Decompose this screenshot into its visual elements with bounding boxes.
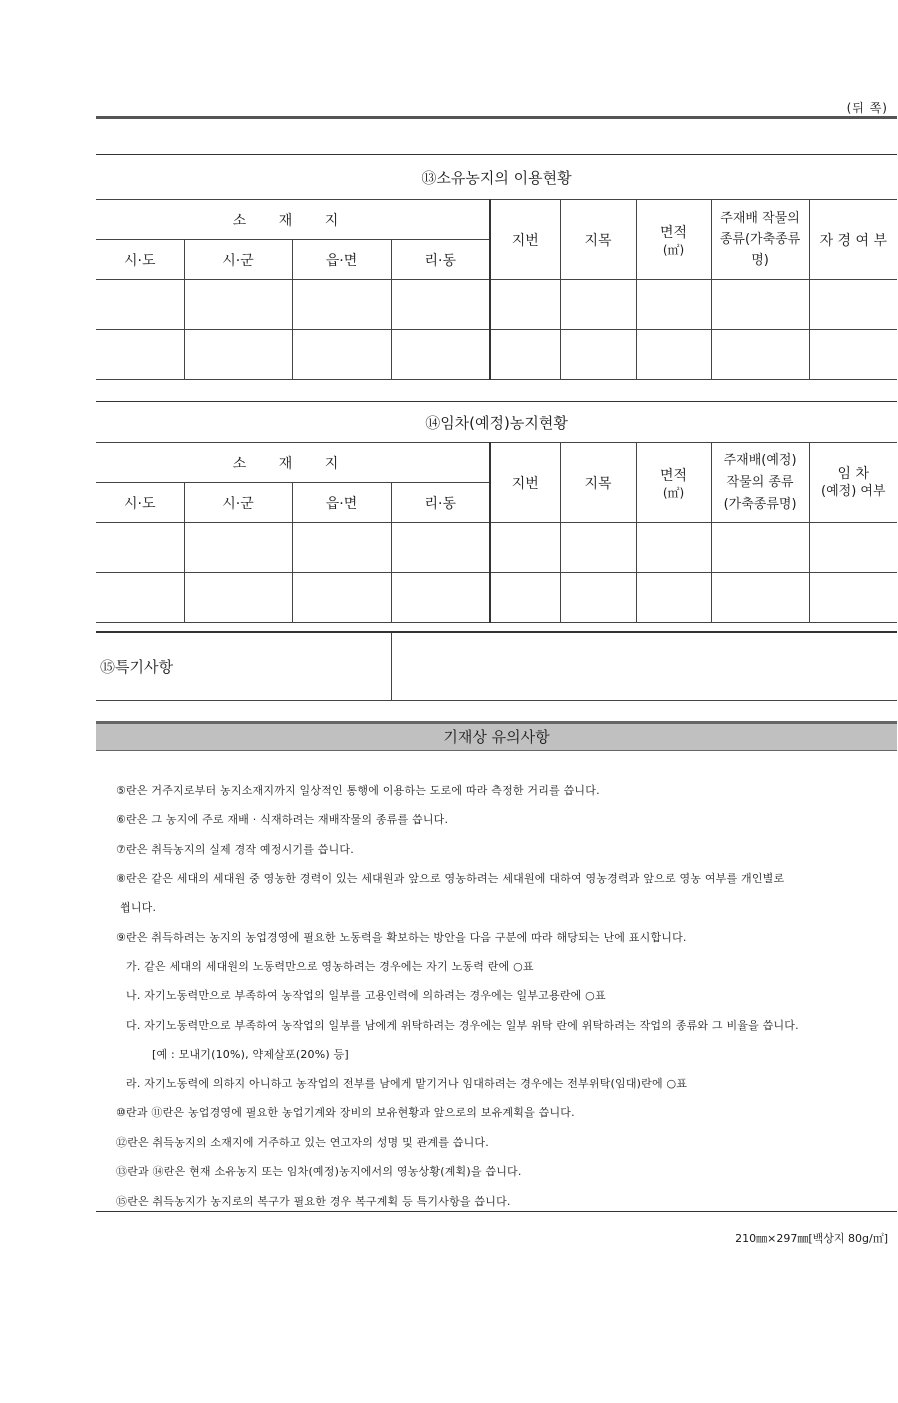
table-cell[interactable] [292,280,391,330]
self-cultivation-header: 자 경 여 부 [809,200,897,280]
section14-title: ⑭임차(예정)농지현황 [425,414,568,432]
table-cell[interactable] [292,573,391,623]
jibun-header: 지번 [490,443,560,523]
note-line: ⑩란과 ⑪란은 농업경영에 필요한 농업기계와 장비의 보유현황과 앞으로의 보유계획을 씁니다. [116,1106,575,1119]
back-side-label: (뒤 쪽) [846,101,888,115]
area-header: 면적 (㎡) [636,443,711,523]
sigun-header: 시·군 [184,483,292,523]
top-rule [96,116,897,119]
table-cell[interactable] [490,280,560,330]
note-line: ⑬란과 ⑭란은 현재 소유농지 또는 임차(예정)농지에서의 영농상황(계획)을 씁니다. [116,1165,522,1178]
owned-farmland-table [96,199,897,380]
note-line: 쓉니다. [120,901,157,914]
table-cell[interactable] [96,330,184,380]
table-cell[interactable] [490,523,560,573]
eupmyeon-header: 읍·면 [292,483,391,523]
lease-status-header: 임 차 (예정) 여부 [809,443,897,523]
table-cell[interactable] [490,330,560,380]
table-cell[interactable] [560,330,636,380]
ridong-header: 리·동 [391,483,490,523]
note-line: 라. 자기노동력에 의하지 아니하고 농작업의 전부를 남에게 맡기거나 임대하려는 경우에는 전부위탁(임대)란에 ○표 [126,1077,688,1090]
special-notes-table [96,631,897,701]
table-cell[interactable] [809,573,897,623]
eupmyeon-header: 읍·면 [292,240,391,280]
sido-header: 시·도 [96,483,184,523]
location-header: 소 재 지 [96,200,490,240]
table-cell[interactable] [636,330,711,380]
note-line: ⑦란은 취득농지의 실제 경작 예정시기를 씁니다. [116,843,354,856]
table-cell[interactable] [560,280,636,330]
table-cell[interactable] [391,330,490,380]
table-cell[interactable] [560,573,636,623]
section13-title: ⑬소유농지의 이용현황 [421,169,572,187]
table-cell[interactable] [292,330,391,380]
note-line: 다. 자기노동력만으로 부족하여 농작업의 일부를 남에게 위탁하려는 경우에는 일부 위탁 란에 위탁하려는 작업의 종류와 그 비율을 씁니다. [126,1019,799,1032]
table-cell[interactable] [184,330,292,380]
jimok-header: 지목 [560,443,636,523]
table-cell[interactable] [490,573,560,623]
special-notes-label: ⑮특기사항 [96,632,391,700]
table-cell[interactable] [184,523,292,573]
note-line: ⑫란은 취득농지의 소재지에 거주하고 있는 연고자의 성명 및 관계를 씁니다. [116,1136,489,1149]
table-cell[interactable] [292,523,391,573]
table-cell[interactable] [391,280,490,330]
table-cell[interactable] [391,523,490,573]
table-cell[interactable] [809,280,897,330]
table-cell[interactable] [636,523,711,573]
ridong-header: 리·동 [391,240,490,280]
table-cell[interactable] [391,573,490,623]
table-cell[interactable] [184,573,292,623]
crop-header: 주재배 작물의 종류(가축종류 명) [711,200,809,280]
crop-header: 주재배(예정) 작물의 종류 (가축종류명) [711,443,809,523]
paper-size-label: 210㎜×297㎜[백상지 80g/㎡] [735,1232,888,1245]
sido-header: 시·도 [96,240,184,280]
table-cell[interactable] [560,523,636,573]
table-cell[interactable] [96,573,184,623]
table-cell[interactable] [96,523,184,573]
note-line: ⑨란은 취득하려는 농지의 농업경영에 필요한 노동력을 확보하는 방안을 다음 구분에 따라 해당되는 난에 표시합니다. [116,931,687,944]
note-line: 가. 같은 세대의 세대원의 노동력만으로 영농하려는 경우에는 자기 노동력 란에 ○표 [126,960,534,973]
table-cell[interactable] [711,280,809,330]
leased-farmland-table [96,442,897,623]
table-cell[interactable] [809,523,897,573]
table-cell[interactable] [711,573,809,623]
notes-title: 기재상 유의사항 [96,721,897,751]
table-cell[interactable] [809,330,897,380]
bottom-rule [96,1211,897,1212]
note-line: ⑧란은 같은 세대의 세대원 중 영농한 경력이 있는 세대원과 앞으로 영농하려는 세대원에 대하여 영농경력과 앞으로 영농 여부를 개인별로 [116,872,785,885]
table-cell[interactable] [96,280,184,330]
table-row [96,573,897,623]
note-line: ⑮란은 취득농지가 농지로의 복구가 필요한 경우 복구계획 등 특기사항을 씁니다. [116,1195,511,1208]
table-cell[interactable] [636,573,711,623]
note-line: [예 : 모내기(10%), 약제살포(20%) 등] [152,1048,349,1061]
note-line: 나. 자기노동력만으로 부족하여 농작업의 일부를 고용인력에 의하려는 경우에는 일부고용란에 ○표 [126,989,606,1002]
jibun-header: 지번 [490,200,560,280]
note-line: ⑥란은 그 농지에 주로 재배 · 식재하려는 재배작물의 종류를 씁니다. [116,813,449,826]
note-line: ⑤란은 거주지로부터 농지소재지까지 일상적인 통행에 이용하는 도로에 따라 측정한 거리를 씁니다. [116,784,600,797]
section14-top-rule [96,401,897,402]
jimok-header: 지목 [560,200,636,280]
table-row [96,280,897,330]
special-notes-field[interactable] [391,632,897,700]
location-header: 소 재 지 [96,443,490,483]
sigun-header: 시·군 [184,240,292,280]
table-cell[interactable] [711,523,809,573]
table-row [96,330,897,380]
area-header: 면적 (㎡) [636,200,711,280]
table-cell[interactable] [184,280,292,330]
table-cell[interactable] [711,330,809,380]
table-row [96,523,897,573]
table-cell[interactable] [636,280,711,330]
section13-top-rule [96,154,897,155]
